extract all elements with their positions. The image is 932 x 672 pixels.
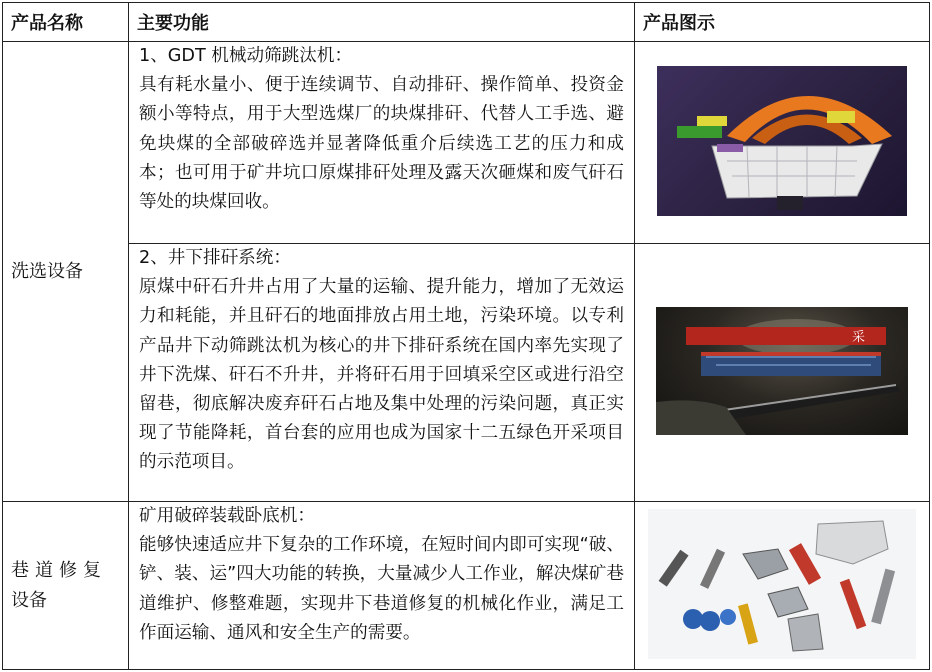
underground-system-photo [656, 307, 908, 435]
function-cell [129, 42, 635, 244]
header-main-function: 主要功能 [129, 3, 635, 42]
product-table [2, 2, 930, 670]
gdt-jig-machine-image [657, 66, 907, 216]
table-row [3, 502, 930, 670]
product-title: 2、井下排矸系统： [139, 248, 291, 268]
image-cell [635, 42, 930, 244]
product-description: 能够快速适应井下复杂的工作环境，在短时间内即可实现“破、铲、装、运”四大功能的转换，大量减少人工作业，解决煤矿巷道维护、修整难题，实现井下巷道修复的机械化作业，满足工作面运输、通风和安全生产的需要。 [139, 535, 624, 643]
function-cell [129, 502, 635, 670]
category-cell-roadway [3, 502, 129, 670]
table-row [3, 42, 930, 244]
category-cell-washing [3, 42, 129, 502]
product-description: 原煤中矸石升井占用了大量的运输、提升能力，增加了无效运力和耗能，并且矸石的地面排放占用土地，污染环境。以专利产品井下动筛跳汰机为核心的井下排矸系统在国内率先实现了井下洗煤、矸石不升井，并将矸石用于回填采空区或进行沿空留巷，彻底解决废弃矸石占地及集中处理的污染问题，真正实现了节能降耗，首台套的应用也成为国家十二五绿色开采项目的示范项目。 [139, 277, 624, 473]
image-cell [635, 244, 930, 502]
product-title: 1、GDT 机械动筛跳汰机： [139, 46, 353, 66]
category-label: 巷道修复 [11, 559, 107, 581]
category-label: 设备 [11, 589, 47, 611]
function-cell [129, 244, 635, 502]
header-product-name: 产品名称 [3, 3, 129, 42]
image-cell [635, 502, 930, 670]
product-description: 具有耗水量小、便于连续调节、自动排矸、操作简单、投资金额小等特点，用于大型选煤厂的块煤排矸、代替人工手选、避免块煤的全部破碎选并显著降低重介后续选工艺的压力和成本；也可用于矿井坑口原煤排矸处理及露天次砸煤和废气矸石等处的块煤回收。 [139, 75, 624, 213]
loader-attachments-image [648, 509, 916, 659]
sign-text: 采 [852, 329, 866, 345]
header-product-image: 产品图示 [635, 3, 930, 42]
table-row [3, 244, 930, 502]
category-label: 洗选设备 [11, 260, 83, 282]
product-title: 矿用破碎装载卧底机： [139, 506, 315, 526]
header-row [3, 3, 930, 42]
